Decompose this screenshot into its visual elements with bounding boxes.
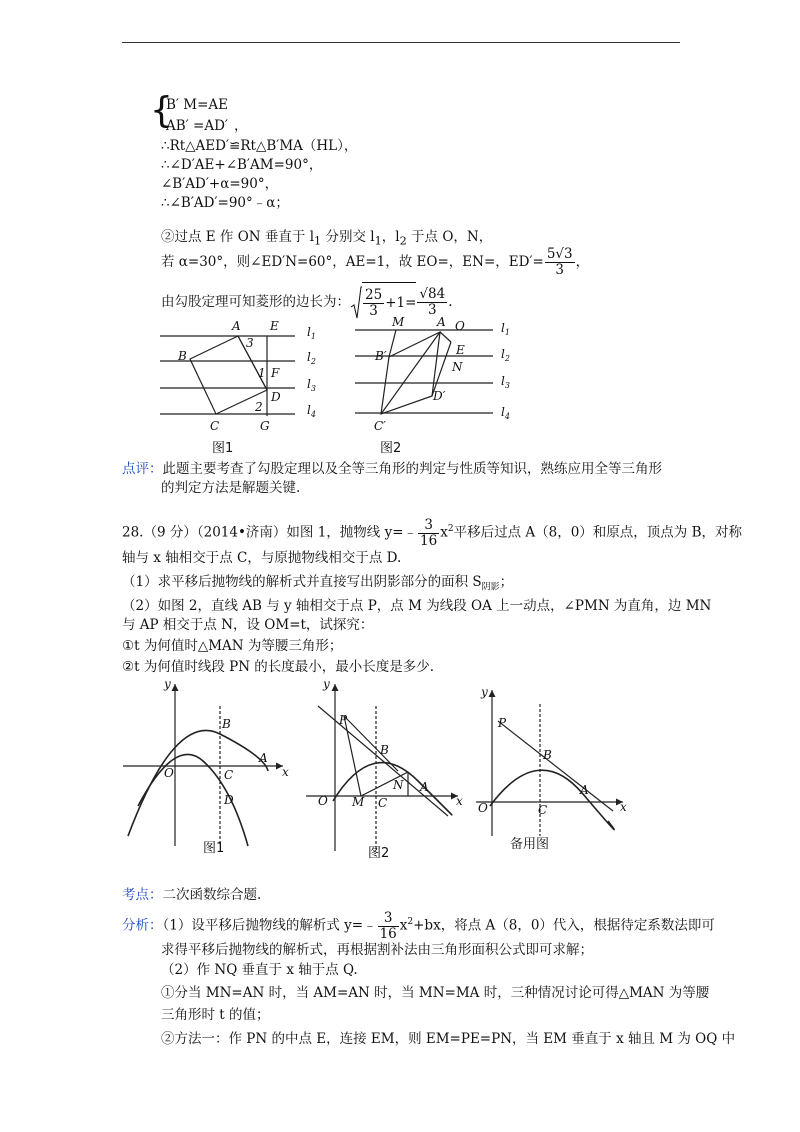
q28-line-1 bbox=[122, 510, 742, 552]
g1-x-label: x bbox=[282, 765, 289, 779]
g3-P-label: P bbox=[498, 716, 507, 730]
p2-sub-a: 1 bbox=[314, 234, 322, 248]
q28-line-2: 轴与 x 轴相交于点 C，与原抛物线相交于点 D. bbox=[122, 550, 402, 566]
g1-A-label: A bbox=[259, 751, 268, 765]
analysis-line-1 bbox=[122, 904, 715, 944]
fig1-caption: 图1 bbox=[212, 441, 234, 456]
kaodian-label: 考点： bbox=[122, 887, 163, 903]
fig1-label-D: D bbox=[271, 390, 281, 404]
comment-label: 点评： bbox=[122, 461, 163, 477]
p2-text-b: 分别交 l bbox=[321, 229, 375, 245]
comment-line-2: 的判定方法是解题关键. bbox=[161, 480, 301, 496]
fenxi-label: 分析： bbox=[122, 917, 163, 934]
g2-y-label: y bbox=[323, 677, 330, 691]
q28-line-3 bbox=[122, 573, 513, 597]
g2-x-label: x bbox=[456, 794, 463, 808]
a1-text: （1）设平移后抛物线的解析式 y=﹣ bbox=[162, 917, 377, 934]
fig1-label-E: E bbox=[270, 319, 279, 333]
fig1-label-B: B bbox=[178, 349, 187, 363]
fig2-caption: 图2 bbox=[380, 441, 402, 456]
rad-fraction bbox=[363, 288, 384, 319]
g3-A-label: A bbox=[580, 783, 589, 797]
q28-text-a: 28.（9 分）（2014•济南）如图 1，抛物线 y=﹣ bbox=[122, 524, 418, 541]
fig1-label-C: C bbox=[210, 419, 220, 433]
g1-caption: 图1 bbox=[203, 841, 225, 856]
g2-A-label: A bbox=[420, 780, 429, 794]
parabola-figures bbox=[118, 676, 688, 861]
proof-line-3: ∴Rt△AED′≌Rt△B′MA（HL）， bbox=[161, 138, 358, 154]
fig2-label-O: O bbox=[455, 319, 465, 333]
p2l2-end: ， bbox=[575, 254, 590, 270]
analysis-line-4: ①分当 MN=AN 时，当 AM=AN 时，当 MN=MA 时，三种情况讨论可得△MAN 为等腰 bbox=[161, 985, 710, 1001]
left-brace: { bbox=[150, 90, 173, 131]
g3-y-label: y bbox=[481, 685, 488, 699]
fig1-l1-label: $l_1$ bbox=[307, 325, 316, 341]
rhombus-figures bbox=[150, 316, 530, 456]
q28-frac-den: 16 bbox=[420, 532, 438, 549]
a1-fraction bbox=[378, 911, 399, 942]
kaodian-line bbox=[122, 886, 261, 904]
graph-1 bbox=[123, 684, 283, 846]
ed-frac-num: 5√3 bbox=[546, 246, 573, 262]
fig2-label-D: D′ bbox=[433, 389, 446, 403]
rad-frac-den: 3 bbox=[369, 303, 378, 319]
comment-text-1: 此题主要考查了勾股定理以及全等三角形的判定与性质等知识，熟练应用全等三角形 bbox=[162, 461, 662, 477]
p2-sub-c: 2 bbox=[399, 234, 407, 248]
q28-text-b: 平移后过点 A（8，0）和原点，顶点为 B，对称 bbox=[453, 524, 743, 541]
g2-P-label: P bbox=[339, 713, 348, 727]
g1-O-label: O bbox=[164, 766, 174, 780]
fig1-label-G: G bbox=[260, 419, 270, 433]
analysis-line-2: 求得平移后抛物线的解析式，再根据割补法由三角形面积公式即可求解； bbox=[161, 942, 593, 958]
side-frac-num: √84 bbox=[419, 286, 446, 302]
g1-y-label: y bbox=[164, 677, 171, 691]
g2-M-label: M bbox=[352, 795, 365, 809]
fig2-label-N: N bbox=[452, 360, 463, 374]
g1-B-label: B bbox=[222, 717, 231, 731]
a1-frac-den: 16 bbox=[379, 925, 397, 942]
g2-caption: 图2 bbox=[368, 846, 390, 861]
fig1-label-1: 1 bbox=[258, 366, 266, 380]
q28-sup: 2 bbox=[447, 524, 454, 534]
graph-3 bbox=[476, 690, 623, 836]
g3-O-label: O bbox=[478, 801, 488, 815]
g2-O-label: O bbox=[318, 794, 328, 808]
q28-line-4: （2）如图 2，直线 AB 与 y 轴相交于点 P，点 M 为线段 OA 上一动点，∠PMN 为直角，边 MN bbox=[122, 598, 712, 614]
fig1-label-2: 2 bbox=[255, 400, 263, 414]
a1-x: x bbox=[399, 917, 408, 934]
fig2-l4-label: $l_4$ bbox=[501, 405, 510, 421]
a1-end: +bx，将点 A（8，0）代入，根据待定系数法即可 bbox=[413, 917, 715, 934]
p2-text-c: ，l bbox=[381, 229, 400, 245]
analysis-line-6: ②方法一：作 PN 的中点 E，连接 EM，则 EM=PE=PN，当 EM 垂直于 x 轴且 M 为 OQ 中 bbox=[161, 1031, 736, 1047]
g2-N-label: N bbox=[393, 778, 404, 792]
p2-text-d: 于点 O，N， bbox=[406, 229, 493, 245]
header-rule bbox=[122, 42, 680, 43]
proof-line-5: ∠B′AD′+α=90°， bbox=[161, 176, 279, 192]
brace-line-1: B′ M=AE bbox=[166, 97, 229, 113]
fig2-label-E: E bbox=[456, 343, 465, 357]
graph-2 bbox=[306, 684, 458, 851]
fig2-l3-label: $l_3$ bbox=[501, 374, 510, 390]
fig2-l2-label: $l_2$ bbox=[501, 347, 510, 363]
g2-C-label: C bbox=[378, 796, 388, 810]
a1-sup: 2 bbox=[407, 917, 414, 927]
q28-line-5: 与 AP 相交于点 N，设 OM=t，试探究： bbox=[122, 617, 374, 633]
part2-line-2 bbox=[161, 244, 589, 280]
fig1-label-3: 3 bbox=[246, 336, 254, 350]
rad-frac-num: 25 bbox=[365, 287, 383, 303]
proof-line-6: ∴∠B′AD′=90°﹣α； bbox=[161, 195, 289, 211]
g2-B-label: B bbox=[380, 743, 389, 757]
g1-C-label: C bbox=[224, 768, 234, 782]
proof-line-4: ∴∠D′AE+∠B′AM=90°， bbox=[161, 157, 323, 173]
brace-line-2-text: AB′ =AD′ bbox=[166, 118, 228, 134]
analysis-line-3: （2）作 NQ 垂直于 x 轴于点 Q. bbox=[161, 962, 358, 978]
q28-l3-end: ； bbox=[499, 574, 514, 590]
q28-line-7: ②t 为何值时线段 PN 的长度最小，最小长度是多少. bbox=[122, 659, 435, 675]
q28-line-6: ①t 为何值时△MAN 为等腰三角形； bbox=[122, 638, 343, 654]
fig2-l1-label: $l_1$ bbox=[501, 321, 510, 337]
side-frac-den: 3 bbox=[428, 302, 437, 318]
p2l2-text: 若 α=30°，则∠ED′N=60°，AE=1，故 EO=，EN=，ED′= bbox=[161, 254, 544, 270]
fig2-label-C: C′ bbox=[374, 419, 386, 433]
fig1-l4-label: $l_4$ bbox=[307, 403, 316, 419]
kaodian-text: 二次函数综合题. bbox=[162, 887, 262, 903]
p2-sub-b: 1 bbox=[374, 234, 382, 248]
fig1-l3-label: $l_3$ bbox=[307, 377, 316, 393]
brace-tail: ， bbox=[233, 118, 248, 134]
g3-C-label: C bbox=[538, 803, 548, 817]
p2l3-text: 由勾股定理可知菱形的边长为： bbox=[161, 294, 350, 310]
q28-frac-num: 3 bbox=[418, 518, 439, 534]
fig1-label-A: A bbox=[232, 319, 241, 333]
analysis-line-5: 三角形时 t 的值； bbox=[161, 1007, 270, 1023]
g3-B-label: B bbox=[543, 748, 552, 762]
fig1-l2-label: $l_2$ bbox=[307, 350, 316, 366]
fig2-label-B: B′ bbox=[375, 349, 387, 363]
g3-x-label: x bbox=[620, 800, 627, 814]
ed-fraction bbox=[545, 247, 575, 278]
q28-fraction bbox=[418, 518, 439, 549]
fig2-label-A: A bbox=[437, 316, 446, 329]
g3-caption: 备用图 bbox=[510, 837, 550, 852]
comment-line-1 bbox=[122, 460, 662, 478]
brace-line-2 bbox=[166, 117, 247, 135]
p2-text-a: ②过点 E 作 ON 垂直于 l bbox=[161, 229, 315, 245]
q28-l3-sub: 阴影 bbox=[481, 582, 500, 593]
a1-frac-num: 3 bbox=[378, 911, 399, 927]
fig2-label-M: M bbox=[392, 316, 405, 329]
q28-l3-text: （1）求平移后抛物线的解析式并直接写出阴影部分的面积 S bbox=[122, 574, 482, 590]
q28-x: x bbox=[440, 524, 448, 541]
fig1-label-F: F bbox=[271, 366, 280, 380]
ed-frac-den: 3 bbox=[555, 262, 565, 278]
rad-plus: +1= bbox=[385, 295, 417, 311]
side-fraction bbox=[417, 287, 447, 318]
g1-D-label: D bbox=[224, 793, 234, 807]
p2l3-end: . bbox=[448, 294, 453, 310]
